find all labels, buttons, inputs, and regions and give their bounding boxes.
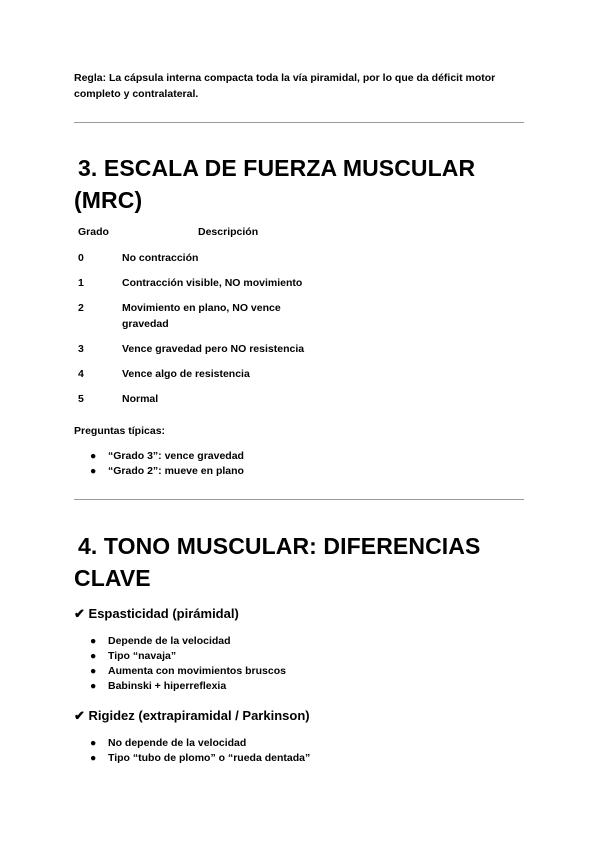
list-item: ● Tipo “navaja” xyxy=(90,650,177,662)
table-header-grade: Grado xyxy=(78,226,109,238)
description-cell: Vence algo de resistencia xyxy=(122,368,250,380)
rigidity-heading: ✔ Rigidez (extrapiramidal / Parkinson) xyxy=(74,708,310,723)
bullet-icon: ● xyxy=(90,635,97,647)
rigidity-list xyxy=(90,736,310,766)
section-divider xyxy=(74,499,524,500)
grade-cell: 5 xyxy=(78,393,84,405)
questions-label: Preguntas típicas: xyxy=(74,425,166,437)
list-item: ● “Grado 3”: vence gravedad xyxy=(90,450,244,462)
list-item: ● Depende de la velocidad xyxy=(90,635,231,647)
bullet-icon: ● xyxy=(90,465,97,477)
grade-cell: 3 xyxy=(78,343,84,355)
bullet-icon: ● xyxy=(90,665,97,677)
description-cell: Movimiento en plano, NO vence gravedad xyxy=(122,302,281,330)
section-divider xyxy=(74,122,524,123)
list-item: ● “Grado 2”: mueve en plano xyxy=(90,465,244,477)
checkmark-icon: ✔ xyxy=(74,708,85,723)
description-cell: Vence gravedad pero NO resistencia xyxy=(122,343,305,355)
description-cell: Contracción visible, NO movimiento xyxy=(122,277,303,289)
grade-cell: 0 xyxy=(78,252,84,264)
table-header-description: Descripción xyxy=(198,226,259,238)
bullet-icon: ● xyxy=(90,752,97,764)
bullet-icon: ● xyxy=(90,737,97,749)
spasticity-heading: ✔ Espasticidad (pirámidal) xyxy=(74,606,239,621)
rule-paragraph: Regla: La cápsula interna compacta toda la vía piramidal, por lo que da déficit motor completo y contralateral. xyxy=(74,72,496,100)
section-3-title: 3. ESCALA DE FUERZA MUSCULAR (MRC) xyxy=(74,155,476,213)
section-4-title: 4. TONO MUSCULAR: DIFERENCIAS CLAVE xyxy=(74,533,481,591)
checkmark-icon: ✔ xyxy=(74,606,85,621)
bullet-icon: ● xyxy=(90,450,97,462)
questions-list xyxy=(90,449,244,479)
grade-cell: 1 xyxy=(78,277,84,289)
list-item: ● No depende de la velocidad xyxy=(90,737,247,749)
bullet-icon: ● xyxy=(90,650,97,662)
list-item: ● Tipo “tubo de plomo” o “rueda dentada” xyxy=(90,752,311,764)
description-cell: No contracción xyxy=(122,252,199,264)
spasticity-list xyxy=(90,634,286,694)
bullet-icon: ● xyxy=(90,680,97,692)
description-cell: Normal xyxy=(122,393,159,405)
grade-cell: 4 xyxy=(78,368,84,380)
grade-cell: 2 xyxy=(78,302,84,314)
list-item: ● Aumenta con movimientos bruscos xyxy=(90,665,286,677)
list-item: ● Babinski + hiperreflexia xyxy=(90,680,227,692)
